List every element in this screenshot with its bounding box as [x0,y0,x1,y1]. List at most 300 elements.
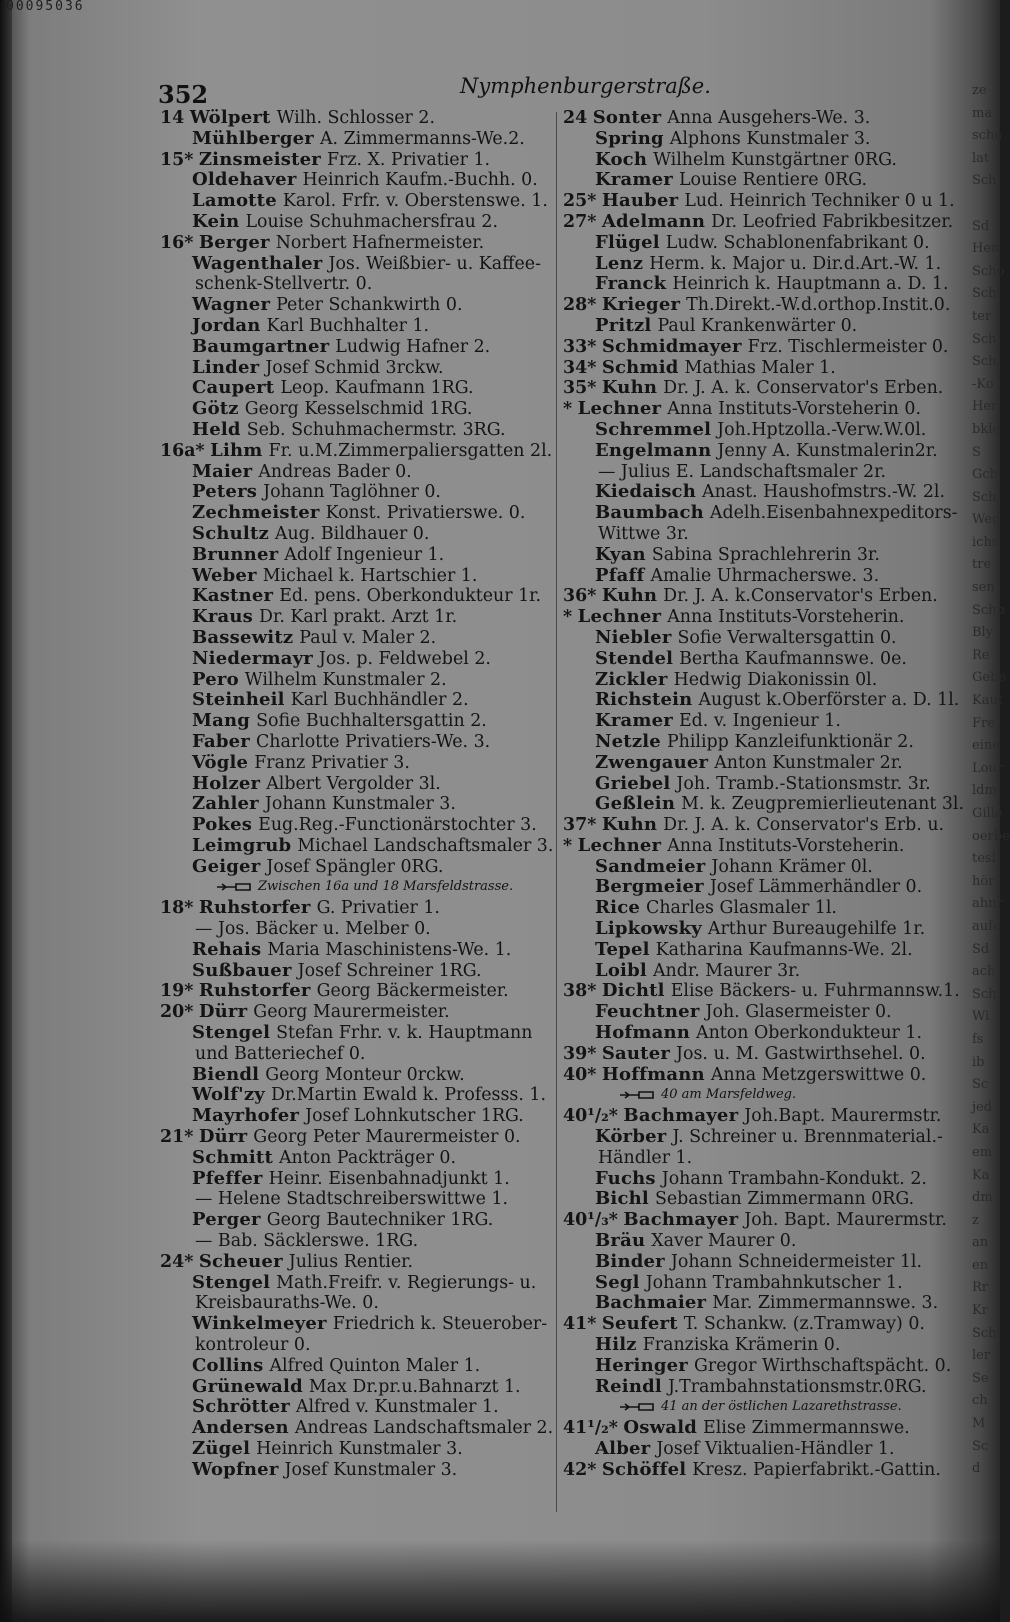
entry-body [563,774,931,794]
resident-surname: Pritzl [595,314,652,336]
directory-entry [563,919,959,940]
resident-surname: Pfeffer [192,1167,263,1189]
edge-fragment: tesl [972,851,996,867]
directory-entry [160,670,556,691]
entry-body [160,545,444,565]
directory-entry [160,1085,556,1106]
directory-entry [563,961,959,982]
entry-body [563,566,879,586]
entry-body [160,212,498,232]
entry-body [563,753,903,773]
directory-entry [160,150,556,171]
pointing-hand-icon [619,1089,655,1101]
edge-fragment: tre [972,557,992,573]
house-number: 25* [563,191,597,212]
resident-details: Louise Schuhmachersfrau 2. [245,211,498,232]
directory-note-text: 40 am Marsfeldweg. [661,1087,797,1103]
entry-body [563,503,958,523]
directory-entry [160,1127,556,1148]
directory-entry [563,670,959,691]
resident-surname: Kramer [595,169,673,191]
directory-entry [563,1231,959,1252]
resident-surname: Pfaff [595,564,645,586]
entry-body [160,129,525,149]
resident-surname: Flügel [595,231,660,253]
directory-entry [563,295,959,316]
resident-details: Anton Packträger 0. [278,1147,457,1168]
entry-body [563,1335,840,1355]
resident-details: Hedwig Diakonissin 0l. [673,669,878,690]
entry-body [160,1460,457,1480]
directory-entry [160,753,556,774]
entry-body [563,524,689,544]
edge-fragment: Wi [972,1009,990,1025]
resident-details: und Batteriechef 0. [195,1043,366,1064]
entry-body [563,815,944,835]
entry-body [160,150,490,170]
directory-entry [563,1065,959,1086]
resident-details: M. k. Zeugpremierlieutenant 3l. [681,794,965,815]
resident-surname: Hoffmann [601,1063,705,1085]
directory-entry [160,1377,556,1398]
resident-surname: Sonter [592,107,662,128]
resident-surname: Jordan [192,314,261,336]
house-number: 42* [563,1459,597,1480]
resident-surname: Feuchtner [595,1001,700,1023]
entry-body [160,690,469,710]
entry-body [160,295,463,315]
edge-fragment: lat [972,150,990,166]
resident-details: Georg Kesselschmid 1RG. [244,399,473,420]
resident-details: Joh. Bapt. Maurermstr. [744,1210,947,1231]
entry-body [563,732,914,752]
entry-body [563,1106,941,1126]
entry-body [563,337,948,357]
directory-entry [160,1148,556,1169]
resident-surname: Binder [595,1250,665,1272]
directory-note-text: Zwischen 16a und 18 Marsfeldstrasse. [258,879,514,895]
edge-fragment: ach [972,964,996,980]
entry-body [563,857,873,877]
entry-body [563,1439,895,1459]
directory-entry [160,1169,556,1190]
directory-entry [160,1023,556,1044]
resident-details: Bertha Kaufmannswe. 0e. [679,648,907,669]
resident-details: Frz. X. Privatier 1. [326,149,491,170]
entry-body [160,1293,379,1313]
entry-body [160,981,509,1001]
directory-entry [563,857,959,878]
resident-details: Adolf Ingenieur 1. [284,544,445,565]
resident-details: Elise Bäckers- u. Fuhrmannsw.1. [670,981,960,1002]
entry-body [160,898,440,918]
edge-fragment: ma [972,105,993,121]
edge-fragment: Rr [972,1280,989,1296]
entry-body [160,274,372,294]
resident-details: Dr. Karl prakt. Arzt 1r. [259,607,458,628]
resident-details: Johann Schneidermeister 1l. [670,1251,923,1272]
resident-details: Josef Kunstmaler 3. [284,1459,458,1480]
directory-entry [563,940,959,961]
edge-fragment: -Ko [972,376,994,392]
resident-surname: Griebel [595,772,671,794]
edge-fragment: eine [972,738,1000,754]
right-column [563,107,965,1481]
edge-fragment: Kaut [972,693,1004,709]
directory-entry [160,628,556,649]
directory-entry [563,753,959,774]
resident-surname: Zwengauer [595,751,709,773]
edge-fragment: Sc [972,1438,989,1454]
entry-body [563,1252,922,1272]
entry-body [160,649,491,669]
resident-surname: Kyan [595,543,646,565]
resident-details: Anton Oberkondukteur 1. [696,1023,922,1044]
resident-surname: Spring [595,127,664,149]
edge-fragment: Sch [972,986,997,1002]
resident-details: Joh. Tramb.-Stationsmstr. 3r. [676,773,931,794]
resident-details: Friedrich k. Steuerober- [332,1314,548,1335]
directory-entry [160,1356,556,1377]
resident-surname: Niedermayr [192,647,313,669]
ghost-text-strip: 00095036 [6,0,85,14]
entry-body [563,670,877,690]
entry-body [563,1293,938,1313]
entry-body [563,1231,796,1251]
resident-details: Sofie Buchhaltersgattin 2. [256,711,487,732]
entry-body [160,1044,365,1064]
directory-entry [160,774,556,795]
house-number: 24* [160,1251,194,1272]
entry-body [160,961,482,981]
resident-surname: Baumgartner [192,335,330,357]
resident-surname: Lechner [577,606,662,628]
entry-body [563,316,857,336]
resident-details: Aug. Bildhauer 0. [274,523,430,544]
edge-fragment: Weg [972,512,1001,528]
directory-entry [563,503,959,524]
directory-entry [160,919,556,940]
edge-fragment: ch [972,1393,988,1409]
book-binding-edge [0,0,12,1622]
entry-body [160,1335,310,1355]
resident-details: J. Schreiner u. Brennmaterial.- [672,1127,943,1148]
entry-body [160,462,412,482]
directory-entry [563,1169,959,1190]
directory-entry [160,170,556,191]
entry-body [160,1210,493,1230]
resident-details: Maria Maschinistens-We. 1. [267,939,512,960]
resident-surname: Reindl [595,1375,662,1397]
entry-body [563,961,800,981]
resident-details: Xaver Maurer 0. [651,1231,797,1252]
entry-body [563,1127,943,1147]
resident-surname: Bachmayer [623,1209,739,1231]
resident-surname: Seufert [601,1313,678,1335]
directory-entry [563,649,959,670]
edge-fragment: sen [972,580,995,596]
resident-surname: Rehais [192,938,262,960]
resident-surname: Kramer [595,710,673,732]
directory-entry [563,836,959,857]
column-divider [556,112,557,1512]
entry-body [563,1377,927,1397]
edge-fragment: Ka [972,1122,990,1138]
house-number: 41* [563,1314,597,1335]
resident-surname: Sandmeier [595,855,706,877]
directory-entry [160,108,556,129]
directory-entry [160,940,556,961]
entry-body [563,462,886,482]
directory-entry [563,441,959,462]
entry-body [563,1169,927,1189]
edge-fragment: bkle [972,421,1001,437]
resident-surname: Kuhn [601,377,658,399]
entry-body [563,482,945,502]
resident-surname: Winkelmeyer [192,1313,327,1335]
directory-entry [563,212,959,233]
directory-entry [563,774,959,795]
resident-surname: Held [192,418,241,440]
resident-surname: Lenz [595,252,644,274]
resident-surname: Wagner [192,294,271,316]
directory-entry [563,1377,959,1398]
directory-entry [563,545,959,566]
resident-surname: Baumbach [595,502,704,524]
resident-surname: Perger [192,1209,261,1231]
directory-entry [160,857,556,878]
directory-entry [563,732,959,753]
entry-body [563,1023,922,1043]
entry-body [563,711,841,731]
entry-body [563,191,955,211]
resident-details: Georg Bäckermeister. [316,981,509,1002]
resident-details: Jos. Weißbier- u. Kaffee- [328,253,541,274]
edge-fragment: an [972,1235,989,1251]
directory-entry [563,1314,959,1335]
entry-body [160,358,444,378]
resident-surname: Alber [595,1438,651,1459]
directory-entry [160,482,556,503]
resident-details: Anna Instituts-Vorsteherin 0. [667,399,921,420]
entry-body [160,628,436,648]
resident-details: Michael k. Hartschier 1. [262,565,478,586]
resident-surname: Peters [192,481,258,503]
resident-details: Ludw. Schablonenfabrikant 0. [665,232,930,253]
entry-body [160,316,429,336]
house-number: 27* [563,211,597,232]
house-number: 14 [160,108,185,128]
edge-fragment: ter [972,308,992,324]
resident-details: Ed. v. Ingenieur 1. [678,711,841,732]
directory-entry [160,1397,556,1418]
pointing-hand-icon [216,881,252,893]
resident-details: Joh.Bapt. Maurermstr. [744,1106,942,1127]
edge-fragment: ahnr [972,896,1003,912]
resident-details: Philipp Kanzleifunktionär 2. [666,731,914,752]
entry-body [563,1210,947,1230]
resident-details: Alphons Kunstmaler 3. [669,128,871,149]
entry-body [160,399,472,419]
entry-body [160,524,429,544]
resident-details: Herm. k. Major u. Dir.d.Art.-W. 1. [649,253,942,274]
entry-body [563,233,930,253]
entry-body [160,794,456,814]
resident-surname: Kraus [192,606,254,628]
entry-body [160,1252,413,1272]
directory-entry [563,170,959,191]
resident-details: Wilh. Schlosser 2. [276,108,435,128]
directory-entry [160,1044,556,1065]
house-number: 16* [160,232,194,253]
resident-surname: Berger [198,231,270,253]
bottom-page-shadow [0,1540,1000,1622]
directory-entry [563,1002,959,1023]
resident-details: Sofie Verwaltersgattin 0. [677,627,897,648]
entry-body [563,1044,926,1064]
resident-details: Mar. Zimmermannswe. 3. [712,1293,939,1314]
entry-body [160,191,548,211]
page-number: 352 [158,80,209,109]
resident-details: Dr. Leofried Fabrikbesitzer. [711,211,954,232]
resident-details: Joh.Hptzolla.-Verw.W.0l. [717,419,927,440]
resident-surname: Biendl [192,1063,260,1085]
resident-details: Eug.Reg.-Functionärstochter 3. [258,815,537,836]
resident-details: Johann Taglöhner 0. [263,482,441,503]
directory-entry [563,524,959,545]
directory-entry [563,129,959,150]
resident-surname: Zechmeister [192,502,320,524]
resident-surname: Hofmann [595,1022,691,1044]
entry-body [160,1231,418,1251]
resident-surname: Schultz [192,522,269,544]
directory-entry [563,150,959,171]
directory-entry [563,378,959,399]
resident-details: Adelh.Eisenbahnexpeditors- [709,503,958,524]
resident-details: Sabina Sprachlehrerin 3r. [651,544,880,565]
edge-fragment: Sch [972,173,997,189]
resident-details: Anna Ausgehers-We. 3. [667,108,871,128]
resident-details: Ludwig Hafner 2. [335,336,491,357]
resident-surname: Schmitt [192,1146,273,1168]
edge-fragment: Re [972,647,990,663]
entry-body [160,441,552,461]
directory-entry [563,1418,959,1439]
resident-surname: Adelmann [601,210,706,232]
resident-surname: Kein [192,210,240,232]
entry-body [563,690,959,710]
edge-fragment: Sch [972,331,997,347]
resident-details: — Jos. Bäcker u. Melber 0. [195,919,431,940]
directory-entry [563,793,965,815]
resident-details: Josef Lohnkutscher 1RG. [305,1106,524,1127]
entry-body [160,1085,546,1105]
resident-surname: Wagenthaler [192,252,323,274]
directory-note [563,1085,959,1106]
entry-body [563,1356,951,1376]
entry-body [563,108,870,128]
directory-entry [160,378,556,399]
house-number: * [563,835,573,856]
resident-details: Josef Spängler 0RG. [266,856,444,877]
house-number: 34* [563,357,597,378]
resident-surname: Lipkowsky [595,918,702,940]
resident-details: T. Schankw. (z.Tramway) 0. [683,1314,925,1335]
directory-entry [563,1127,959,1148]
resident-surname: Steinheil [192,689,285,711]
entry-body [160,1397,499,1417]
resident-surname: Stengel [192,1022,271,1044]
edge-fragment: Sd [972,218,990,234]
resident-surname: Lechner [577,398,662,420]
directory-entry [160,794,556,815]
entry-body [563,399,921,419]
house-number: 16a* [160,440,205,461]
resident-details: Norbert Hafnermeister. [275,232,485,253]
house-number: 40¹/₃* [563,1210,618,1231]
entry-body [160,254,541,274]
directory-entry [160,1106,556,1127]
entry-body [160,1273,536,1293]
house-number: * [563,399,573,420]
directory-entry [160,295,556,316]
directory-entry [160,1210,556,1231]
house-number: 40¹/₂* [563,1106,618,1127]
resident-details: Wittwe 3r. [598,523,689,544]
pointing-hand-icon [619,1401,655,1413]
resident-details: Elise Zimmermannswe. [703,1418,910,1439]
resident-surname: Wopfner [192,1458,279,1480]
edge-fragment: oerbe [972,828,1010,844]
edge-fragment: ler [972,1348,991,1364]
resident-surname: Ruhstorfer [198,980,311,1002]
directory-entry [160,399,556,420]
entry-body [563,607,904,627]
edge-fragment: Fre [972,715,995,731]
resident-surname: Kuhn [601,585,658,607]
entry-body [563,1273,903,1293]
resident-surname: Niebler [595,626,672,648]
edge-fragment: hör [972,873,995,889]
directory-entry [160,274,556,295]
resident-surname: Heringer [595,1354,688,1376]
edge-fragment: ldm [972,783,997,799]
resident-surname: Vögle [192,751,249,773]
resident-surname: Engelmann [595,439,712,461]
resident-details: kontroleur 0. [195,1335,311,1356]
resident-details: Georg Monteur 0rckw. [265,1064,465,1085]
entry-body [160,711,487,731]
directory-entry [160,607,556,628]
resident-details: Th.Direkt.-W.d.orthop.Instit.0. [686,295,951,316]
directory-entry [563,566,959,587]
resident-surname: Stendel [595,647,674,669]
resident-surname: Franck [595,273,667,295]
house-number: 28* [563,295,597,316]
entry-body [563,545,880,565]
directory-entry [160,462,556,483]
entry-body [563,836,904,856]
entry-body [160,586,541,606]
resident-details: Franz Privatier 3. [254,752,410,773]
resident-details: Anna Instituts-Vorsteherin. [667,835,905,856]
directory-entry [160,1273,556,1294]
resident-details: Mathias Maler 1. [684,357,836,378]
directory-entry [563,1335,959,1356]
edge-fragment: ze [972,83,987,98]
directory-note [563,1397,959,1418]
resident-details: Paul v. Maler 2. [299,627,437,648]
